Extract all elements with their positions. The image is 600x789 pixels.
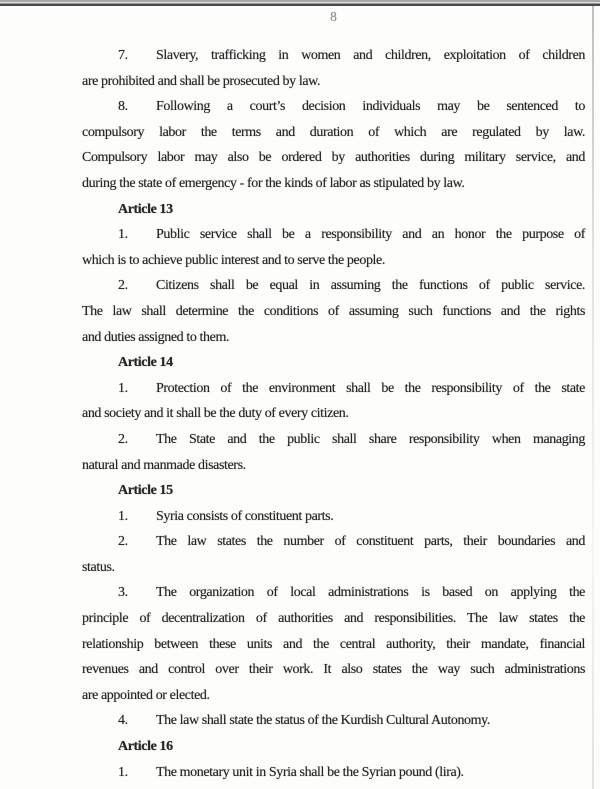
paragraph-line: [118, 504, 585, 530]
paragraph-number: 3.: [118, 585, 128, 601]
paragraph-line: status.: [82, 559, 115, 575]
paragraph-number: 7.: [118, 48, 128, 63]
text-line: Following a court’s decision individuals may be sentenced to: [156, 99, 585, 115]
paragraph-number: 1.: [118, 380, 128, 396]
paragraph-line: [118, 43, 585, 69]
paragraph-line: Compulsory labor may also be ordered by authorities during military service, and: [82, 150, 585, 166]
page-edge-line: [592, 6, 594, 789]
text-line: Citizens shall be equal in assuming the functions of public service.: [156, 278, 585, 294]
text-line: Syria consists of constituent parts.: [156, 508, 334, 524]
paragraph-number: 1.: [118, 764, 128, 780]
paragraph-line: [118, 222, 585, 248]
paragraph-number: 8.: [118, 99, 128, 115]
article-heading: Article 16: [118, 739, 173, 755]
paragraph-line: [118, 529, 585, 555]
page-number: 8: [330, 9, 337, 24]
paragraph-line: and duties assigned to them.: [82, 329, 230, 345]
paragraph-number: 1.: [118, 508, 128, 524]
paragraph-line: [118, 708, 585, 734]
text-line: Slavery, trafficking in women and children, exploitation of children: [156, 48, 585, 63]
paragraph-line: during the state of emergency - for the kinds of labor as stipulated by law.: [82, 175, 465, 191]
text-line: The monetary unit in Syria shall be the Syrian pound (lira).: [156, 764, 464, 780]
paragraph-number: 2.: [118, 431, 128, 447]
paragraph-line: The law shall determine the conditions of assuming such functions and the rights: [82, 303, 585, 319]
text-line: The law shall state the status of the Kurdish Cultural Autonomy.: [156, 713, 490, 729]
paragraph-number: 1.: [118, 227, 128, 243]
paragraph-line: and society and it shall be the duty of every citizen.: [82, 406, 349, 422]
paragraph-line: [118, 760, 585, 786]
paragraph-line: revenues and control over their work. It also states the way such administrations: [82, 662, 585, 678]
paragraph-number: 2.: [118, 534, 128, 550]
paragraph-line: [118, 94, 585, 120]
paragraph-line: are prohibited and shall be prosecuted by law.: [82, 73, 321, 89]
article-heading: Article 15: [118, 483, 173, 499]
paragraph-line: principle of decentralization of authorities and responsibilities. The law states the: [82, 611, 585, 627]
paragraph-line: natural and manmade disasters.: [82, 457, 246, 473]
text-line: The law states the number of constituent parts, their boundaries and: [156, 534, 585, 550]
paragraph-line: relationship between these units and the central authority, their mandate, financial: [82, 636, 585, 652]
paragraph-number: 2.: [118, 278, 128, 294]
paragraph-line: which is to achieve public interest and to serve the people.: [82, 252, 385, 268]
text-line: The organization of local administrations is based on applying the: [156, 585, 585, 601]
article-heading: Article 13: [118, 201, 173, 217]
article-heading: Article 14: [118, 355, 173, 371]
document-body: [82, 43, 585, 785]
paragraph-line: compulsory labor the terms and duration of which are regulated by law.: [82, 124, 585, 140]
paragraph-line: [118, 427, 585, 453]
text-line: The State and the public shall share responsibility when managing: [156, 431, 585, 447]
paragraph-line: [118, 376, 585, 402]
text-line: Public service shall be a responsibility and an honor the purpose of: [156, 227, 585, 243]
paragraph-line: [118, 580, 585, 606]
window-top-edge: [0, 0, 600, 6]
paragraph-line: [118, 273, 585, 299]
text-line: Protection of the environment shall be the responsibility of the state: [156, 380, 585, 396]
paragraph-number: 4.: [118, 713, 128, 729]
paragraph-line: are appointed or elected.: [82, 687, 210, 703]
